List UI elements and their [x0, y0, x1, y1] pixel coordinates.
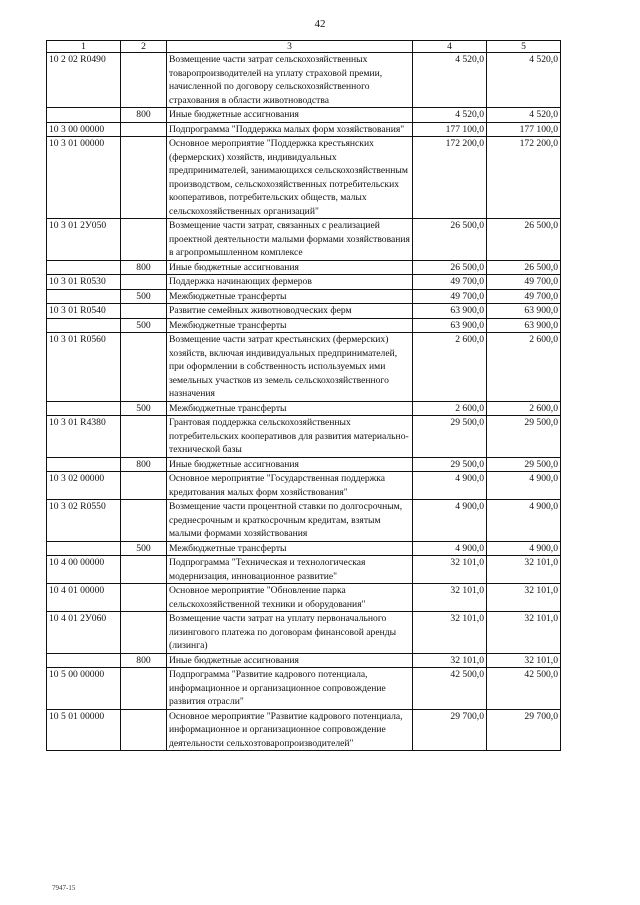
row-code-cell: 10 3 00 00000	[47, 122, 121, 137]
row-value-col4-cell: 32 101,0	[413, 584, 487, 612]
row-name-cell: Основное мероприятие "Обновление парка сельскохозяйственной техники и оборудования"	[167, 584, 413, 612]
table-row	[47, 275, 561, 290]
row-code-cell: 10 3 01 R4380	[47, 416, 121, 458]
table-row	[47, 304, 561, 319]
row-code-cell: 10 5 00 00000	[47, 668, 121, 710]
row-value-col5-cell: 63 900,0	[487, 318, 561, 333]
row-code-cell: 10 4 00 00000	[47, 556, 121, 584]
row-name-cell: Подпрограмма "Поддержка малых форм хозяйствования"	[167, 122, 413, 137]
row-value-col4-cell: 63 900,0	[413, 318, 487, 333]
table-row	[47, 108, 561, 123]
row-name-cell: Возмещение части затрат на уплату первоначального лизингового платежа по договорам финансовой аренды (лизинга)	[167, 612, 413, 654]
row-value-col4-cell: 29 700,0	[413, 709, 487, 751]
row-value-col5-cell: 4 900,0	[487, 500, 561, 542]
table-row	[47, 612, 561, 654]
row-value-col5-cell: 49 700,0	[487, 275, 561, 290]
row-name-cell: Иные бюджетные ассигнования	[167, 457, 413, 472]
footer-code: 7947-15	[52, 884, 76, 892]
row-code-cell: 10 5 01 00000	[47, 709, 121, 751]
row-value-col5-cell: 177 100,0	[487, 122, 561, 137]
table-row	[47, 137, 561, 219]
row-value-col5-cell: 49 700,0	[487, 289, 561, 304]
table-row	[47, 122, 561, 137]
row-value-col5-cell: 42 500,0	[487, 668, 561, 710]
table-row	[47, 318, 561, 333]
row-value-col4-cell: 4 520,0	[413, 108, 487, 123]
header-col-3: 3	[167, 41, 413, 53]
row-name-cell: Основное мероприятие "Поддержка крестьянских (фермерских) хозяйств, индивидуальных предпринимателей, занимающихся сельскохозяйственным производством, сельскохозяйственных потребительских кооперативов, потребительских обществ, малых сельскохозяйственных организаций"	[167, 137, 413, 219]
row-value-col4-cell: 49 700,0	[413, 275, 487, 290]
row-value-col5-cell: 4 900,0	[487, 541, 561, 556]
row-name-cell: Иные бюджетные ассигнования	[167, 653, 413, 668]
row-name-cell: Иные бюджетные ассигнования	[167, 260, 413, 275]
row-value-col5-cell: 26 500,0	[487, 260, 561, 275]
row-code-cell	[47, 289, 121, 304]
row-value-col5-cell: 29 500,0	[487, 457, 561, 472]
row-value-col4-cell: 4 900,0	[413, 472, 487, 500]
row-value-col5-cell: 172 200,0	[487, 137, 561, 219]
budget-table	[46, 40, 561, 751]
table-row	[47, 401, 561, 416]
header-col-1: 1	[47, 41, 121, 53]
row-value-col4-cell: 32 101,0	[413, 612, 487, 654]
row-code-cell	[47, 108, 121, 123]
row-name-cell: Возмещение части затрат сельскохозяйственных товаропроизводителей на уплату страховой премии, начисленной по договору сельскохозяйственного страхования в области животноводства	[167, 53, 413, 108]
row-value-col4-cell: 32 101,0	[413, 556, 487, 584]
row-expense-type-cell	[121, 333, 167, 402]
row-name-cell: Подпрограмма "Развитие кадрового потенциала, информационное и организационное сопровождение развития отрасли"	[167, 668, 413, 710]
row-value-col4-cell: 172 200,0	[413, 137, 487, 219]
row-name-cell: Поддержка начинающих фермеров	[167, 275, 413, 290]
table-row	[47, 556, 561, 584]
table-header-row	[47, 41, 561, 53]
page-number: 42	[314, 18, 326, 30]
row-name-cell: Основное мероприятие "Государственная поддержка кредитования малых форм хозяйствования"	[167, 472, 413, 500]
row-expense-type-cell	[121, 122, 167, 137]
row-value-col4-cell: 4 900,0	[413, 541, 487, 556]
row-expense-type-cell	[121, 584, 167, 612]
row-expense-type-cell: 800	[121, 653, 167, 668]
row-expense-type-cell	[121, 53, 167, 108]
row-value-col5-cell: 32 101,0	[487, 584, 561, 612]
table-row	[47, 653, 561, 668]
row-code-cell: 10 3 02 00000	[47, 472, 121, 500]
row-expense-type-cell	[121, 219, 167, 261]
row-value-col4-cell: 2 600,0	[413, 401, 487, 416]
table-row	[47, 416, 561, 458]
row-code-cell: 10 3 01 R0540	[47, 304, 121, 319]
row-name-cell: Возмещение части процентной ставки по долгосрочным, среднесрочным и краткосрочным кредитам, взятым малыми формами хозяйствования	[167, 500, 413, 542]
row-name-cell: Развитие семейных животноводческих ферм	[167, 304, 413, 319]
row-expense-type-cell	[121, 668, 167, 710]
row-expense-type-cell	[121, 304, 167, 319]
row-expense-type-cell	[121, 416, 167, 458]
row-code-cell	[47, 318, 121, 333]
row-value-col4-cell: 42 500,0	[413, 668, 487, 710]
row-code-cell	[47, 401, 121, 416]
table-row	[47, 260, 561, 275]
row-value-col4-cell: 4 900,0	[413, 500, 487, 542]
row-name-cell: Межбюджетные трансферты	[167, 401, 413, 416]
row-value-col5-cell: 29 700,0	[487, 709, 561, 751]
row-name-cell: Возмещение части затрат крестьянских (фермерских) хозяйств, включая индивидуальных предпринимателей, при оформлении в собственность используемых ими земельных участков из земель сельскохозяйственного назначения	[167, 333, 413, 402]
table-row	[47, 289, 561, 304]
table-row	[47, 333, 561, 402]
row-name-cell: Межбюджетные трансферты	[167, 318, 413, 333]
row-value-col5-cell: 29 500,0	[487, 416, 561, 458]
row-code-cell: 10 3 01 00000	[47, 137, 121, 219]
row-value-col5-cell: 32 101,0	[487, 653, 561, 668]
row-name-cell: Подпрограмма "Техническая и технологическая модернизация, инновационное развитие"	[167, 556, 413, 584]
row-expense-type-cell	[121, 709, 167, 751]
row-value-col4-cell: 26 500,0	[413, 260, 487, 275]
row-expense-type-cell	[121, 137, 167, 219]
row-value-col4-cell: 26 500,0	[413, 219, 487, 261]
row-expense-type-cell	[121, 612, 167, 654]
table-row	[47, 584, 561, 612]
table-row	[47, 668, 561, 710]
header-col-2: 2	[121, 41, 167, 53]
row-value-col5-cell: 4 520,0	[487, 53, 561, 108]
row-value-col5-cell: 4 520,0	[487, 108, 561, 123]
row-name-cell: Межбюджетные трансферты	[167, 541, 413, 556]
row-value-col5-cell: 32 101,0	[487, 612, 561, 654]
row-name-cell: Возмещение части затрат, связанных с реализацией проектной деятельности малыми формами хозяйствования в агропромышленном комплексе	[167, 219, 413, 261]
row-value-col4-cell: 29 500,0	[413, 457, 487, 472]
row-value-col4-cell: 49 700,0	[413, 289, 487, 304]
row-code-cell: 10 3 01 R0560	[47, 333, 121, 402]
row-code-cell	[47, 457, 121, 472]
table-row	[47, 541, 561, 556]
row-value-col4-cell: 63 900,0	[413, 304, 487, 319]
row-name-cell: Грантовая поддержка сельскохозяйственных потребительских кооперативов для развития материально-технической базы	[167, 416, 413, 458]
table-row	[47, 457, 561, 472]
row-name-cell: Основное мероприятие "Развитие кадрового потенциала, информационное и организационное сопровождение деятельности сельхозтоваропроизводителей"	[167, 709, 413, 751]
table-row	[47, 53, 561, 108]
row-name-cell: Иные бюджетные ассигнования	[167, 108, 413, 123]
row-code-cell: 10 2 02 R0490	[47, 53, 121, 108]
row-value-col5-cell: 2 600,0	[487, 401, 561, 416]
row-code-cell: 10 3 01 2У050	[47, 219, 121, 261]
row-name-cell: Межбюджетные трансферты	[167, 289, 413, 304]
row-expense-type-cell	[121, 500, 167, 542]
row-expense-type-cell: 800	[121, 457, 167, 472]
row-value-col4-cell: 32 101,0	[413, 653, 487, 668]
row-value-col4-cell: 177 100,0	[413, 122, 487, 137]
row-code-cell: 10 3 02 R0550	[47, 500, 121, 542]
table-row	[47, 709, 561, 751]
row-value-col4-cell: 29 500,0	[413, 416, 487, 458]
row-code-cell: 10 4 01 00000	[47, 584, 121, 612]
row-expense-type-cell: 800	[121, 108, 167, 123]
row-code-cell: 10 4 01 2У060	[47, 612, 121, 654]
row-value-col5-cell: 63 900,0	[487, 304, 561, 319]
table-row	[47, 219, 561, 261]
row-code-cell	[47, 260, 121, 275]
row-value-col5-cell: 32 101,0	[487, 556, 561, 584]
row-value-col5-cell: 26 500,0	[487, 219, 561, 261]
row-expense-type-cell	[121, 275, 167, 290]
row-value-col4-cell: 2 600,0	[413, 333, 487, 402]
header-col-5: 5	[487, 41, 561, 53]
row-expense-type-cell: 800	[121, 260, 167, 275]
row-expense-type-cell	[121, 556, 167, 584]
table-row	[47, 472, 561, 500]
row-expense-type-cell	[121, 472, 167, 500]
row-value-col5-cell: 4 900,0	[487, 472, 561, 500]
row-expense-type-cell: 500	[121, 318, 167, 333]
row-expense-type-cell: 500	[121, 401, 167, 416]
row-expense-type-cell: 500	[121, 541, 167, 556]
row-value-col4-cell: 4 520,0	[413, 53, 487, 108]
header-col-4: 4	[413, 41, 487, 53]
row-code-cell	[47, 541, 121, 556]
table-row	[47, 500, 561, 542]
row-value-col5-cell: 2 600,0	[487, 333, 561, 402]
row-expense-type-cell: 500	[121, 289, 167, 304]
row-code-cell	[47, 653, 121, 668]
row-code-cell: 10 3 01 R0530	[47, 275, 121, 290]
